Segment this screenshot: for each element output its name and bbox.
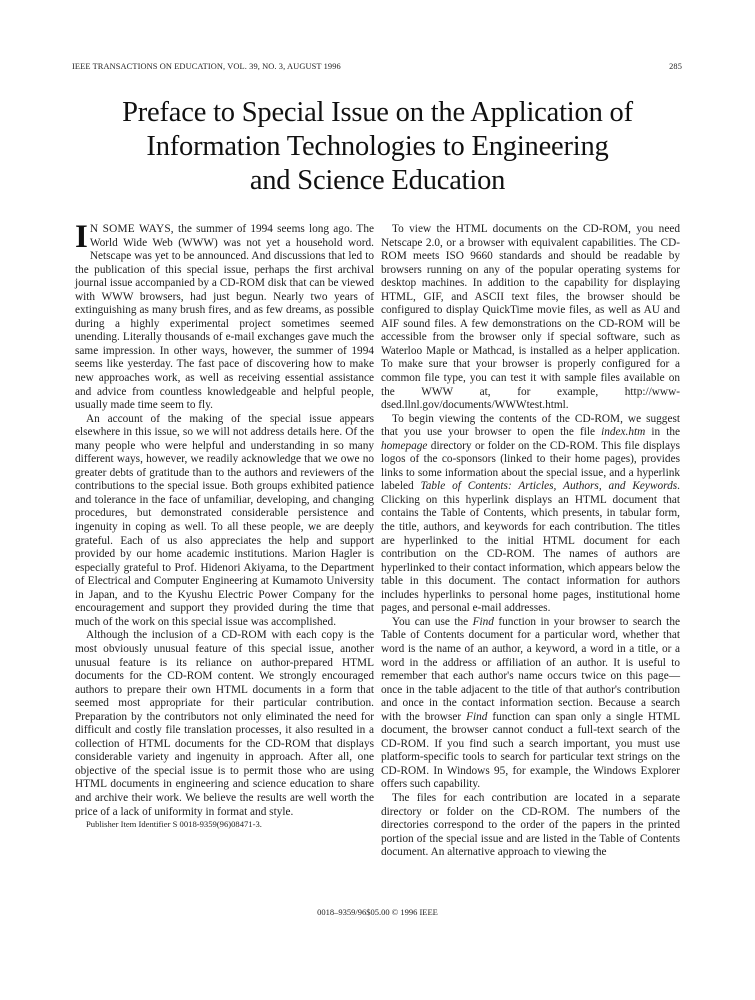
hyperlink-label: Table of Contents: Articles, Authors, and Keywords xyxy=(420,480,678,493)
journal-header: IEEE TRANSACTIONS ON EDUCATION, VOL. 39, NO. 3, AUGUST 1996 xyxy=(72,62,341,71)
running-head xyxy=(72,62,682,71)
drop-cap: I xyxy=(75,219,88,255)
text-run: . Clicking on this hyperlink displays an HTML document that contains the Table of Contents, which presents, in tabular form, the title, authors, and keywords for each contribution. The titles are hyperlinked to the initial HTML document for each contribution on the CD-ROM. The names of authors are hyperlinked to their contact information, which appears below the table in this document. The contact information for authors includes hyperlinks to personal home pages, institutional home pages, and personal e-mail addresses. xyxy=(381,480,680,615)
paragraph-text: the summer of 1994 seems long ago. The World Wide Web (WWW) was not yet a household word. Netscape was yet to be announced. And discussions that led to the publication of this special issue, perhaps the first archival journal issue accompanied by a CD-ROM disk that can be viewed with WWW browsers, had just begun. Nearly two years of extinguishing as many brush fires, and as few dreams, as possible during a highly experimental project sometimes seemed unending. Literally thousands of e-mail exchanges gave much the same impression. In other ways, however, the summer of 1994 seems like yesterday. The fast pace of discovering how to make new approaches work, as well as receiving essential assistance and advice from countless knowledgeable and helpful people, usually made time seem to fly. xyxy=(75,223,374,412)
find-term: Find xyxy=(472,615,494,628)
text-run: directory or folder on the CD-ROM. This file displays logos of the co-sponsors (linked to their home pages), provides links to some information about the special issue, and a hyperlink labeled xyxy=(381,439,680,493)
text-run: function can span only a single HTML document, the browser cannot conduct a full-text search of the CD-ROM. If you find such a search important, you must use platform-specific tools to search for particular text strings on the CD-ROM. In Windows 95, for example, the Windows Explorer offers such capability. xyxy=(381,710,681,791)
publisher-item-identifier: Publisher Item Identifier S 0018-9359(96)08471-3. xyxy=(86,819,262,830)
left-column xyxy=(75,219,374,830)
paragraph xyxy=(381,616,680,792)
text-run: in the xyxy=(645,426,680,439)
copyright-footer: 0018–9359/96$05.00 © 1996 IEEE xyxy=(317,907,438,917)
page-number: 285 xyxy=(669,62,682,71)
filename: index.htm xyxy=(601,426,646,439)
article-title xyxy=(40,96,715,198)
paragraph: The files for each contribution are located in a separate directory or folder on the CD-ROM. The numbers of the directories correspond to the order of the papers in the printed portion of the special issue and are listed in the Table of Contents document. An alternative approach to viewing the xyxy=(381,791,680,859)
paragraph: An account of the making of the special issue appears elsewhere in this issue, so we will not address details here. Of the many people who were helpful and understanding in so many different ways, however, we readily acknowledge that we owe no greater debts of gratitude than to the authors and reviewers of the contributions to the special issue. Both groups exhibited patience and tolerance in the face of unfamiliar, developing, and changing procedures, but demonstrated considerable persistence and ingenuity in coping as well. To all these people, we are deeply grateful. Each of us also appreciates the help and support provided by our home academic institutions. Marion Hagler is especially grateful to Prof. Hidenori Akiyama, to the Department of Electrical and Computer Engineering at Kumamoto University in Japan, and to the Kyushu Electric Power Company for the encouragement and support they provided during the time that much of the work on this special issue was accomplished. xyxy=(75,412,374,628)
find-term: Find xyxy=(466,710,488,723)
title-line-2: Information Technologies to Engineering xyxy=(146,131,609,162)
lead-in: N SOME WAYS, xyxy=(89,223,174,235)
directory-name: homepage xyxy=(381,439,428,452)
text-run: To begin viewing the contents of the CD-ROM, we suggest that you use your browser to open the file xyxy=(381,412,680,439)
title-line-3: and Science Education xyxy=(249,165,506,196)
title-line-1: Preface to Special Issue on the Application of xyxy=(122,97,633,128)
paragraph xyxy=(75,219,374,413)
right-column xyxy=(381,223,680,860)
text-run: You can use the xyxy=(392,615,473,628)
text-run: function in your browser to search the Table of Contents document for a particular word, whether that word is the name of an author, a keyword, a word in a title, or a word in the address or affiliation of an author. It is useful to remember that each author's name occurs twice on this page—once in the table adjacent to the title of that author's contribution and once in the contact information section. Because a search with the browser xyxy=(381,615,680,723)
paragraph: Although the inclusion of a CD-ROM with each copy is the most obviously unusual feature of this special issue, another unusual feature is its reliance on author-prepared HTML documents for the CD-ROM content. We strongly encouraged authors to prepare their own HTML documents in a form that seemed most appropriate for their particular contribution. Preparation by the contributors not only eliminated the need for difficult and costly file translation processes, it also resulted in a collection of HTML documents for the CD-ROM that displays considerable variety and ingenuity in approach. After all, one objective of the special issue is to permit those who are using HTML documents in engineering and science education to share and archive their work. We believe the results are well worth the price of a lack of uniformity in format and style. xyxy=(75,629,374,818)
paragraph: To view the HTML documents on the CD-ROM, you need Netscape 2.0, or a browser with equivalent capabilities. The CD-ROM meets ISO 9660 standards and should be readable by browsers running on any of the popular operating systems for desktop machines. In addition to the capability for displaying HTML, GIF, and ASCII text files, the browser should be configured to display QuickTime movie files, as well as AU and AIF sound files. A few demonstrations on the CD-ROM will be accessible from the browser only if special software, such as Waterloo Maple or Mathcad, is installed as a helper application. To make sure that your browser is properly configured for a common file type, you can test it with sample files available on the WWW at, for example, http://www-dsed.llnl.gov/documents/WWWtest.html. xyxy=(381,223,680,412)
paragraph xyxy=(381,413,680,616)
